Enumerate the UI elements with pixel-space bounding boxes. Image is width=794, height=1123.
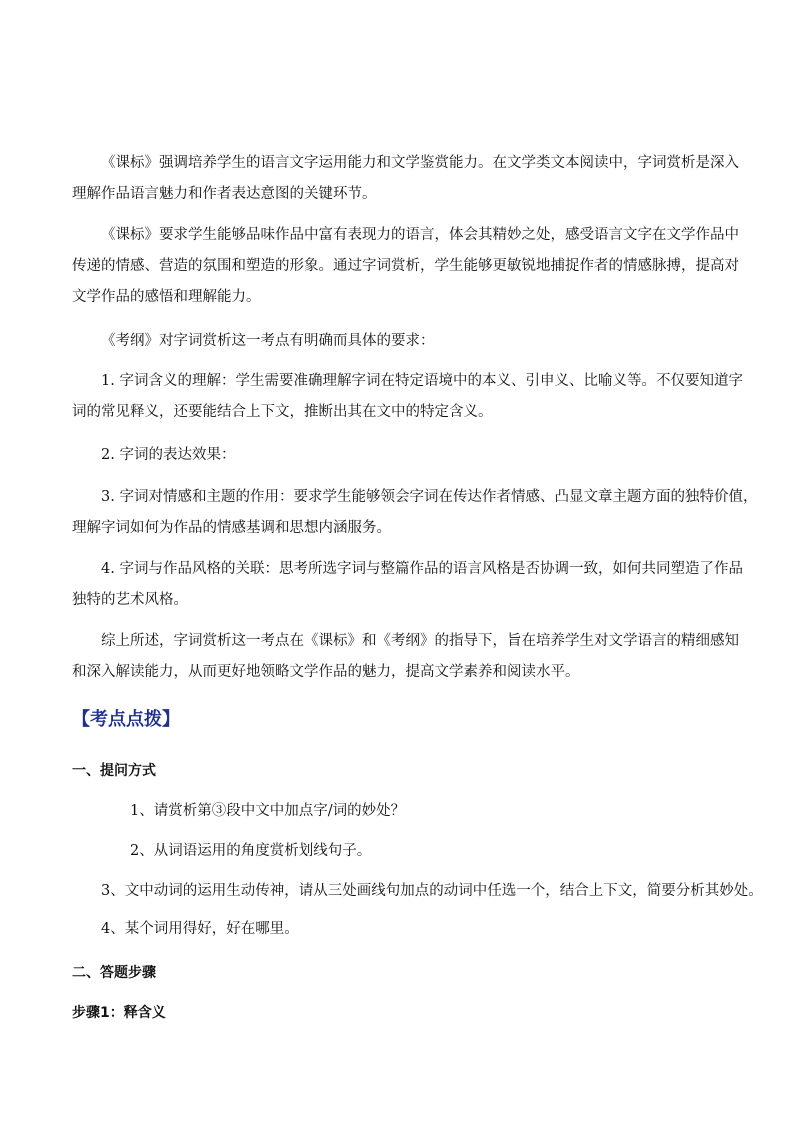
question-list <box>72 876 763 907</box>
question-list <box>72 914 724 945</box>
text-line: 和深入解读能力，从而更好地领略文学作品的魅力，提高文学素养和阅读水平。 <box>72 664 580 680</box>
question-list <box>72 836 724 867</box>
question-item: 2、从词语运用的角度赏析划线句子。 <box>130 843 372 859</box>
text-line: 独特的艺术风格。 <box>72 592 188 608</box>
subheading-answer-steps: 二、答题步骤 <box>72 965 156 981</box>
question-item: 3、文中动词的运用生动传神，请从三处画线句加点的动词中任选一个，结合上下文，简要分析其妙处。 <box>101 883 763 899</box>
paragraph-kebiao-2 <box>72 220 739 313</box>
paragraph-point-1 <box>72 366 743 428</box>
subheading-question-types: 一、提问方式 <box>72 763 156 779</box>
text-line: 《考纲》对字词赏析这一考点有明确而具体的要求： <box>101 333 435 349</box>
text-line: 4. 字词与作品风格的关联：思考所选字词与整篇作品的语言风格是否协调一致，如何共同塑造了作品 <box>101 561 743 577</box>
text-line: 3. 字词对情感和主题的作用：要求学生能够领会字词在传达作者情感、凸显文章主题方面的独特价值， <box>101 489 758 505</box>
paragraph-point-4 <box>72 554 743 616</box>
text-line: 综上所述，字词赏析这一考点在《课标》和《考纲》的指导下，旨在培养学生对文学语言的精细感知 <box>101 633 739 649</box>
question-item: 1、请赏析第③段中文中加点字/词的妙处？ <box>130 803 406 819</box>
question-item: 4、某个词用得好，好在哪里。 <box>101 921 299 937</box>
paragraph-point-2 <box>72 440 724 471</box>
paragraph-kaogang-intro <box>72 326 724 357</box>
text-line: 文学作品的感悟和理解能力。 <box>72 289 261 305</box>
paragraph-kebiao-1 <box>72 148 739 210</box>
question-list <box>72 796 724 827</box>
text-line: 理解作品语言魅力和作者表达意图的关键环节。 <box>72 186 377 202</box>
text-line: 理解字词如何为作品的情感基调和思想内涵服务。 <box>72 520 391 536</box>
subheading-step-1: 步骤1：释含义 <box>72 1005 166 1021</box>
section-title: 【考点点拨】 <box>72 709 180 730</box>
text-line: 《课标》要求学生能够品味作品中富有表现力的语言，体会其精妙之处，感受语言文字在文学作品中 <box>101 227 739 243</box>
paragraph-point-3 <box>72 482 758 544</box>
text-line: 词的常见释义，还要能结合上下文，推断出其在文中的特定含义。 <box>72 404 493 420</box>
text-line: 2. 字词的表达效果： <box>101 447 236 463</box>
text-line: 传递的情感、营造的氛围和塑造的形象。通过字词赏析，学生能够更敏锐地捕捉作者的情感脉搏，提高对 <box>72 258 739 274</box>
text-line: 1. 字词含义的理解：学生需要准确理解字词在特定语境中的本义、引申义、比喻义等。不仅要知道字 <box>101 373 743 389</box>
paragraph-summary <box>72 626 739 688</box>
text-line: 《课标》强调培养学生的语言文字运用能力和文学鉴赏能力。在文学类文本阅读中，字词赏析是深入 <box>101 155 739 171</box>
